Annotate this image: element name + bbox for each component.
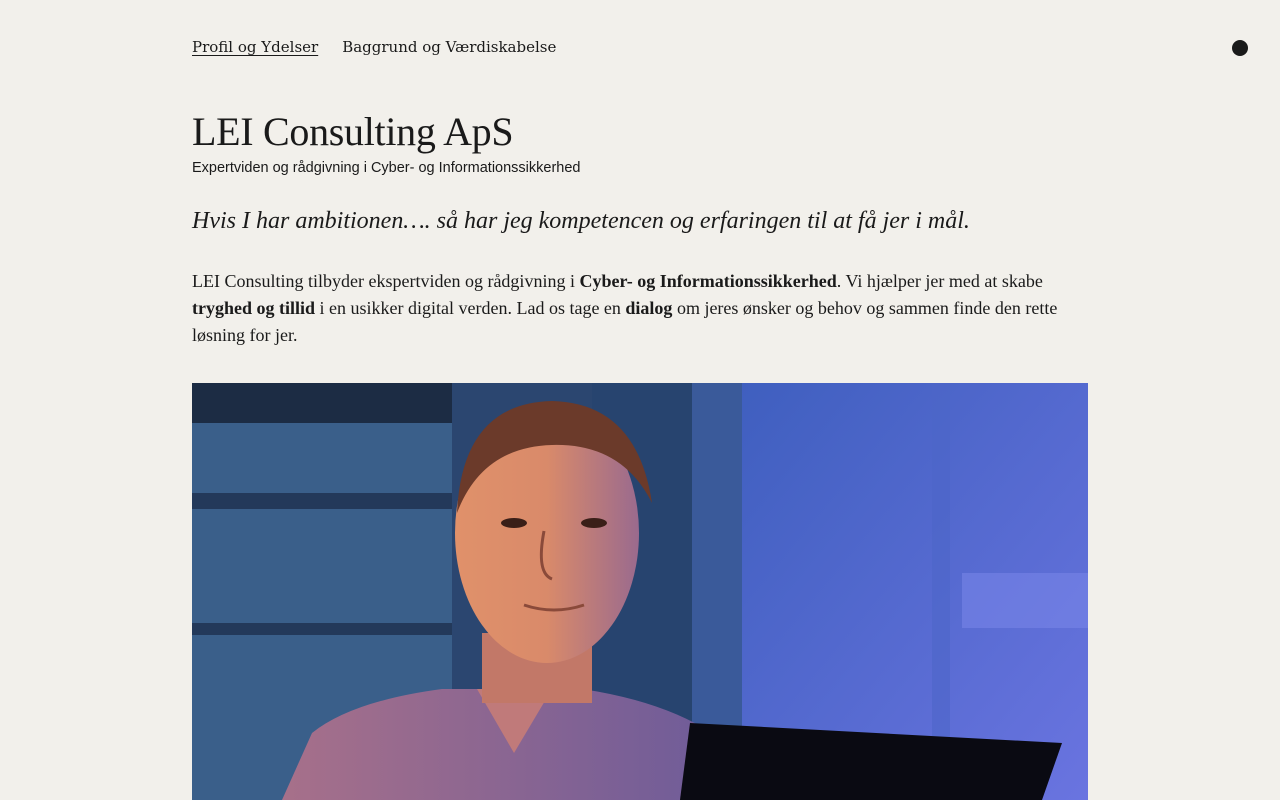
site-tagline: Expertviden og rådgivning i Cyber- og Informationssikkerhed bbox=[192, 160, 581, 176]
intro-text-1: LEI Consulting tilbyder ekspertviden og rådgivning i bbox=[192, 271, 580, 291]
portrait-illustration bbox=[192, 383, 1088, 800]
menu-dot-icon[interactable] bbox=[1232, 40, 1248, 56]
nav-link-baggrund[interactable]: Baggrund og Værdiskabelse bbox=[342, 38, 557, 56]
intro-text-2: . Vi hjælper jer med at skabe bbox=[836, 271, 1043, 291]
main-navigation bbox=[192, 38, 556, 56]
intro-text-3: i en usikker digital verden. Lad os tage en bbox=[315, 298, 626, 318]
intro-text-4: om jeres ønsker og behov og sammen finde den rette løsning for jer. bbox=[192, 298, 1058, 345]
intro-paragraph bbox=[192, 268, 1088, 349]
intro-bold-dialog: dialog bbox=[625, 298, 673, 318]
site-title: LEI Consulting ApS bbox=[192, 109, 514, 154]
nav-link-profil[interactable]: Profil og Ydelser bbox=[192, 38, 319, 56]
intro-bold-cyber: Cyber- og Informationssikkerhed bbox=[579, 271, 837, 291]
main-content bbox=[192, 108, 1088, 349]
intro-bold-trust: tryghed og tillid bbox=[192, 298, 316, 318]
hero-portrait-image bbox=[192, 383, 1088, 800]
lead-statement: Hvis I har ambitionen…. så har jeg kompetencen og erfaringen til at få jer i mål. bbox=[192, 208, 970, 234]
